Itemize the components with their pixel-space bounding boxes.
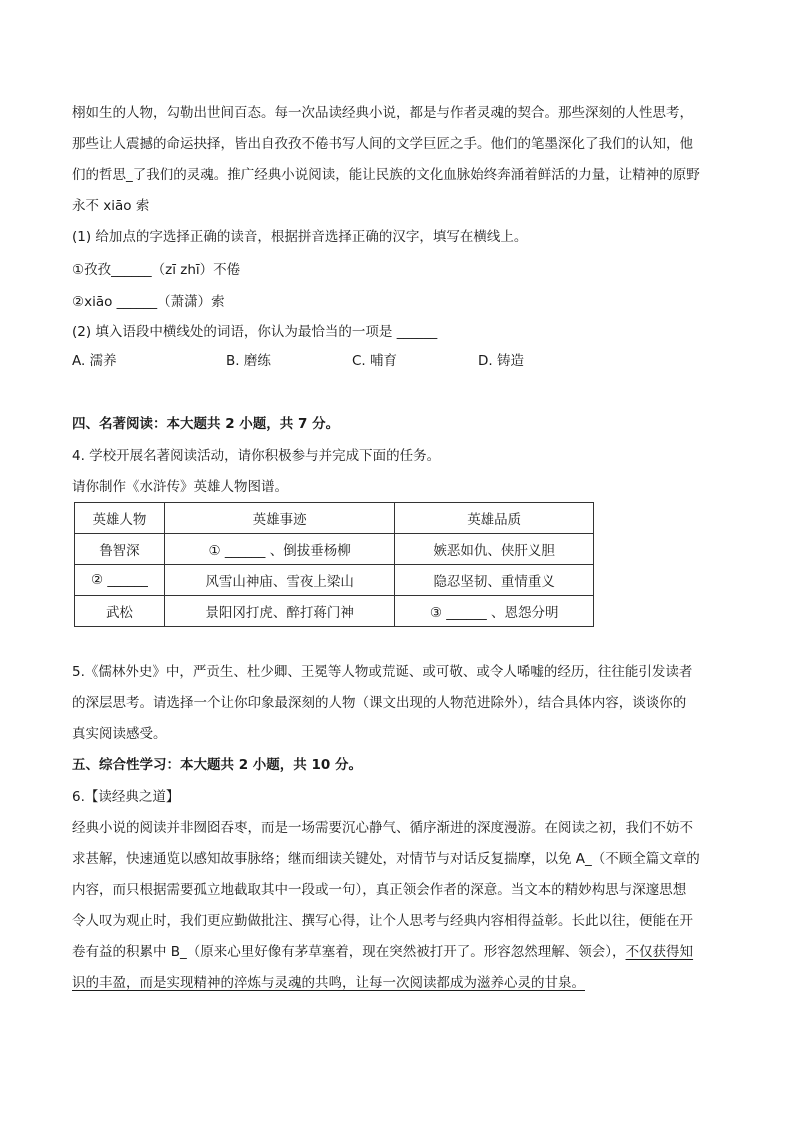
question-4-task: 请你制作《水浒传》英雄人物图谱。 bbox=[72, 479, 288, 495]
table-row bbox=[75, 565, 594, 596]
table-cell: 风雪山神庙、雪夜上梁山 bbox=[164, 565, 395, 596]
question-6-line-5-text: 卷有益的积累中 B_（原来心里好像有茅草塞着，现在突然被打开了。形容忽然理解、领会）， bbox=[72, 944, 626, 960]
hero-table bbox=[74, 502, 594, 627]
question-4: 4. 学校开展名著阅读活动，请你积极参与并完成下面的任务。 bbox=[72, 448, 441, 464]
table-cell: ① ______ 、倒拔垂杨柳 bbox=[164, 534, 395, 565]
question-5-line-3: 真实阅读感受。 bbox=[72, 726, 167, 742]
table-header-row bbox=[75, 503, 594, 534]
question-3-sub1: (1) 给加点的字选择正确的读音，根据拼音选择正确的汉字，填写在横线上。 bbox=[72, 229, 528, 245]
table-row bbox=[75, 534, 594, 565]
option-c: C. 哺育 bbox=[352, 353, 398, 369]
underlined-sentence-end: 识的丰盈，而是实现精神的淬炼与灵魂的共鸣，让每一次阅读都成为滋养心灵的甘泉。 bbox=[72, 975, 585, 991]
table-header: 英雄品质 bbox=[395, 503, 594, 534]
question-6-line-2: 求甚解，快速通览以感知故事脉络；继而细读关键处，对情节与对话反复揣摩，以免 A_（不顾全篇文章的 bbox=[72, 851, 700, 867]
question-3-item1: ①孜孜______（zī zhī）不倦 bbox=[72, 262, 241, 278]
table-cell: 景阳冈打虎、醉打蒋门神 bbox=[164, 596, 395, 627]
question-5-line-2: 的深层思考。请选择一个让你印象最深刻的人物（课文出现的人物范进除外），结合具体内容，谈谈你的 bbox=[72, 695, 687, 711]
table-cell: ② ______ bbox=[75, 565, 165, 596]
question-6-line-1: 经典小说的阅读并非囫囵吞枣，而是一场需要沉心静气、循序渐进的深度漫游。在阅读之初，我们不妨不 bbox=[72, 820, 693, 836]
passage-line-3: 们的哲思_了我们的灵魂。推广经典小说阅读，能让民族的文化血脉始终奔涌着鲜活的力量，让精神的原野 bbox=[72, 167, 700, 183]
table-cell: 鲁智深 bbox=[75, 534, 165, 565]
table-cell: 隐忍坚韧、重情重义 bbox=[395, 565, 594, 596]
underlined-sentence-start: 不仅获得知 bbox=[625, 944, 694, 960]
question-5-line-1: 5.《儒林外史》中，严贡生、杜少卿、王冕等人物或荒诞、或可敬、或令人唏嘘的经历，往往能引发读者 bbox=[72, 664, 693, 680]
table-row bbox=[75, 596, 594, 627]
passage-line-4: 永不 xiāo 索 bbox=[72, 198, 150, 214]
section-5-heading: 五、综合性学习：本大题共 2 小题，共 10 分。 bbox=[72, 757, 362, 773]
table-cell: 武松 bbox=[75, 596, 165, 627]
option-d: D. 铸造 bbox=[478, 353, 524, 369]
question-3-item2: ②xiāo ______（萧潇）索 bbox=[72, 294, 225, 310]
table-cell: ③ ______ 、恩怨分明 bbox=[395, 596, 594, 627]
table-cell: 嫉恶如仇、侠肝义胆 bbox=[395, 534, 594, 565]
question-6-title: 6.【读经典之道】 bbox=[72, 789, 180, 805]
section-4-heading: 四、名著阅读：本大题共 2 小题，共 7 分。 bbox=[72, 416, 340, 432]
question-3-sub2: (2) 填入语段中横线处的词语，你认为最恰当的一项是 ______ bbox=[72, 324, 438, 340]
option-a: A. 濡养 bbox=[72, 353, 117, 369]
question-6-line-5 bbox=[72, 943, 693, 961]
passage-line-1: 栩如生的人物，勾勒出世间百态。每一次品读经典小说，都是与作者灵魂的契合。那些深刻的人性思考， bbox=[72, 105, 693, 121]
option-b: B. 磨练 bbox=[226, 353, 271, 369]
table-header: 英雄人物 bbox=[75, 503, 165, 534]
question-6-line-3: 内容，而只根据需要孤立地截取其中一段或一句），真正领会作者的深意。当文本的精妙构思与深邃思想 bbox=[72, 882, 687, 898]
question-6-line-4: 令人叹为观止时，我们更应勤做批注、撰写心得，让个人思考与经典内容相得益彰。长此以往，便能在开 bbox=[72, 913, 693, 929]
passage-line-2: 那些让人震撼的命运抉择，皆出自孜孜不倦书写人间的文学巨匠之手。他们的笔墨深化了我们的认知，他 bbox=[72, 136, 693, 152]
table-header: 英雄事迹 bbox=[164, 503, 395, 534]
